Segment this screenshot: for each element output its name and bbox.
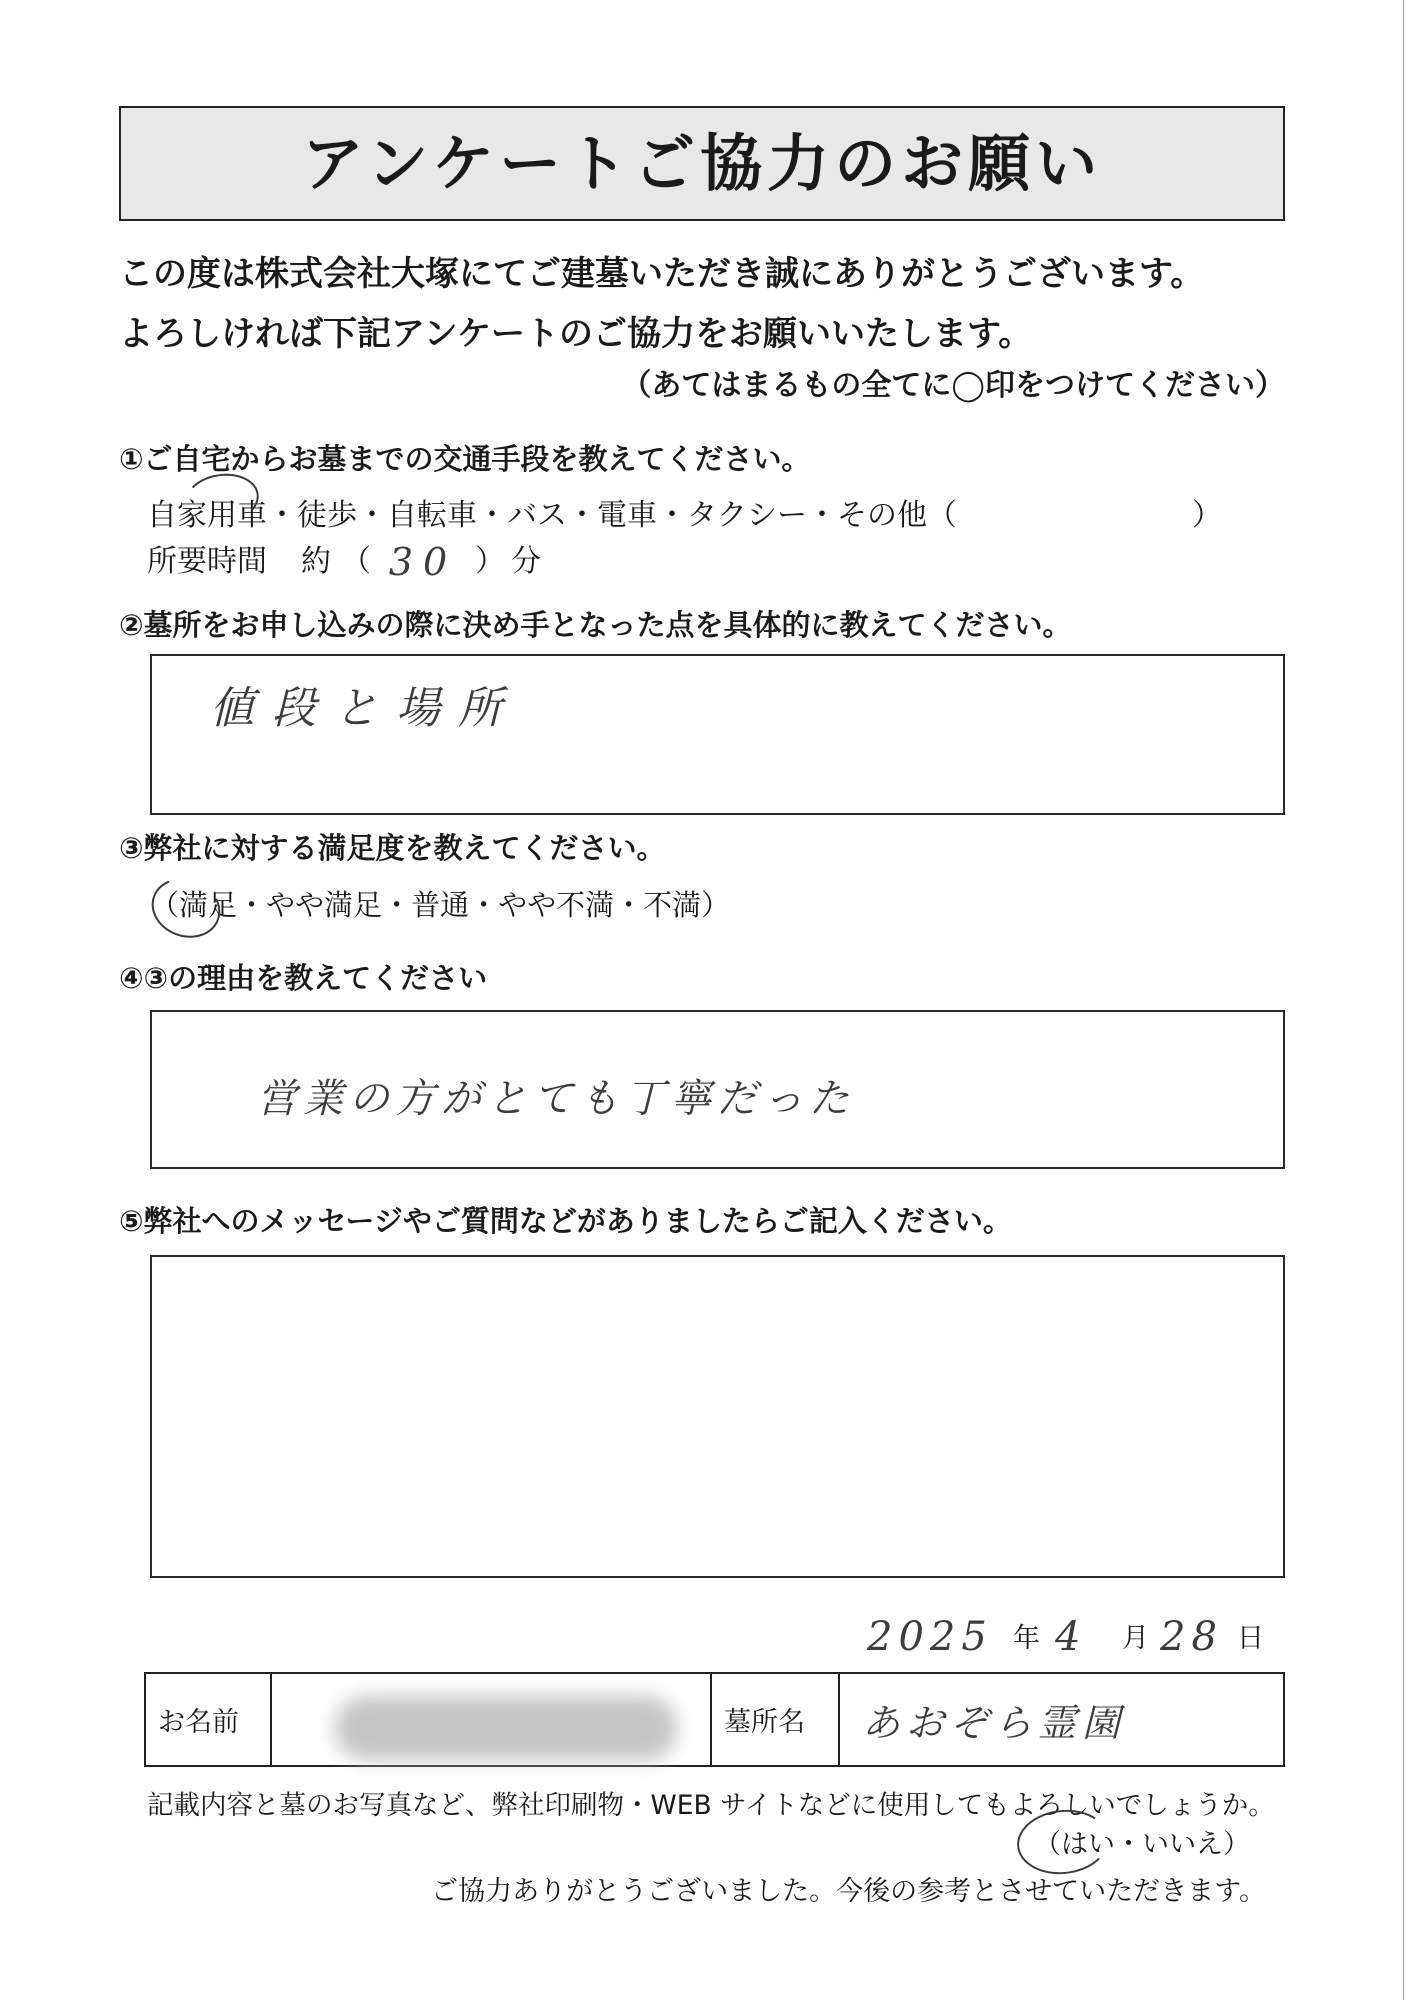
- q5-question: ⑤弊社へのメッセージやご質問などがありましたらご記入ください。: [119, 1204, 1012, 1238]
- paren-open: （: [927, 498, 957, 533]
- scan-edge-line: [1403, 0, 1404, 2000]
- q3-options: [150, 887, 730, 923]
- option-label: 不満: [643, 888, 702, 922]
- q1-option-walk: [297, 498, 357, 534]
- separator-dot: ・: [357, 498, 387, 533]
- q3-question: ③弊社に対する満足度を教えてください。: [119, 831, 666, 865]
- grave-name-handwritten: あおぞら霊園: [862, 1701, 1127, 1745]
- paren-close: ）: [1192, 498, 1222, 533]
- paren-close: ）: [475, 544, 505, 579]
- q1-option-car: [147, 498, 267, 534]
- option-label: バス: [507, 498, 567, 533]
- paren-open: （: [150, 888, 180, 922]
- form-title: アンケートご協力のお願い: [301, 126, 1103, 200]
- q1-option-bicycle: [387, 498, 477, 534]
- q1-option-train: [597, 498, 657, 534]
- q3-option-satisfied: [179, 887, 237, 923]
- q1-option-taxi: [687, 498, 807, 534]
- q3-option-somewhat-dissatisfied: [498, 887, 614, 923]
- q4-question: ④③の理由を教えてください: [119, 961, 488, 995]
- date-year: 2025: [867, 1614, 993, 1660]
- date-day-label: 日: [1237, 1623, 1264, 1654]
- q2-question: ②墓所をお申し込みの際に決め手となった点を具体的に教えてください。: [119, 608, 1072, 642]
- intro-line-2: よろしければ下記アンケートのご協力をお願いいたします。: [119, 314, 1033, 354]
- option-label: 自家用車: [147, 498, 267, 533]
- option-label: その他: [837, 498, 927, 533]
- date-line: [860, 1610, 1270, 1670]
- separator-dot: ・: [477, 498, 507, 533]
- option-label: 自転車: [387, 498, 477, 533]
- paren-open: （: [1034, 1829, 1061, 1860]
- q3-option-somewhat-satisfied: [266, 887, 382, 923]
- paren-close: ）: [701, 888, 731, 922]
- q3-option-neutral: [411, 887, 469, 923]
- separator-dot: ・: [567, 498, 597, 533]
- option-label: 徒歩: [297, 498, 357, 533]
- travel-time-approx: 約: [301, 544, 331, 579]
- consent-options: [1034, 1828, 1250, 1862]
- q4-answer-box: [150, 1010, 1285, 1169]
- separator-dot: ・: [267, 498, 297, 533]
- travel-time-unit: 分: [511, 544, 541, 579]
- instruction-text: （あてはまるもの全てに◯印をつけてください）: [621, 368, 1285, 403]
- grave-label: 墓所名: [724, 1707, 805, 1738]
- option-label: 電車: [597, 498, 657, 533]
- date-month: 4: [1055, 1614, 1087, 1660]
- q2-answer-box: [150, 654, 1285, 815]
- travel-time-value: 30: [388, 540, 458, 584]
- date-year-label: 年: [1013, 1623, 1040, 1654]
- separator-dot: ・: [807, 498, 837, 533]
- separator-dot: ・: [382, 888, 412, 922]
- paren-open: （: [341, 544, 371, 579]
- q1-question: ①ご自宅からお墓までの交通手段を教えてください。: [119, 442, 811, 476]
- q5-answer-box: [150, 1255, 1285, 1578]
- paren-close: ）: [1223, 1829, 1250, 1860]
- option-label: いいえ: [1142, 1829, 1223, 1860]
- option-label: タクシー: [687, 498, 807, 533]
- separator-dot: ・: [614, 888, 644, 922]
- grave-value-cell: [838, 1674, 1283, 1765]
- consent-option-yes: [1061, 1828, 1115, 1862]
- travel-time-label: 所要時間: [147, 544, 267, 579]
- separator-dot: ・: [237, 888, 267, 922]
- closing-message: ご協力ありがとうございました。今後の参考とさせていただきます。: [431, 1876, 1266, 1907]
- option-label: やや満足: [266, 888, 383, 922]
- q3-option-dissatisfied: [643, 887, 701, 923]
- option-label: 満足: [179, 888, 238, 922]
- q1-option-other: [837, 498, 927, 534]
- q1-options: [147, 498, 1222, 534]
- consent-question: 記載内容と墓のお写真など、弊社印刷物・WEB サイトなどに使用してもよろしいでしょうか。: [147, 1790, 1275, 1821]
- name-label-cell: [146, 1674, 270, 1765]
- name-value-cell: [270, 1674, 710, 1765]
- separator-dot: ・: [657, 498, 687, 533]
- separator-dot: ・: [1115, 1829, 1142, 1860]
- intro-line-1: この度は株式会社大塚にてご建墓いただき誠にありがとうございます。: [119, 254, 1205, 294]
- title-banner: [119, 106, 1285, 221]
- separator-dot: ・: [469, 888, 499, 922]
- name-table: [144, 1672, 1285, 1767]
- grave-label-cell: [710, 1674, 838, 1765]
- date-month-label: 月: [1122, 1623, 1149, 1654]
- date-day: 28: [1160, 1614, 1223, 1660]
- option-label: やや不満: [498, 888, 615, 922]
- q4-handwritten-answer: 営業の方がとても丁寧だった: [257, 1076, 855, 1122]
- redacted-name-blur: [335, 1696, 677, 1760]
- q1-other-blank: [957, 501, 1192, 531]
- option-label: はい: [1061, 1829, 1115, 1860]
- consent-option-no: [1142, 1828, 1223, 1862]
- q1-option-bus: [507, 498, 567, 534]
- q1-travel-time: [147, 540, 541, 584]
- name-label: お名前: [158, 1707, 239, 1738]
- q2-handwritten-answer: 値段と場所: [210, 683, 520, 734]
- option-label: 普通: [411, 888, 470, 922]
